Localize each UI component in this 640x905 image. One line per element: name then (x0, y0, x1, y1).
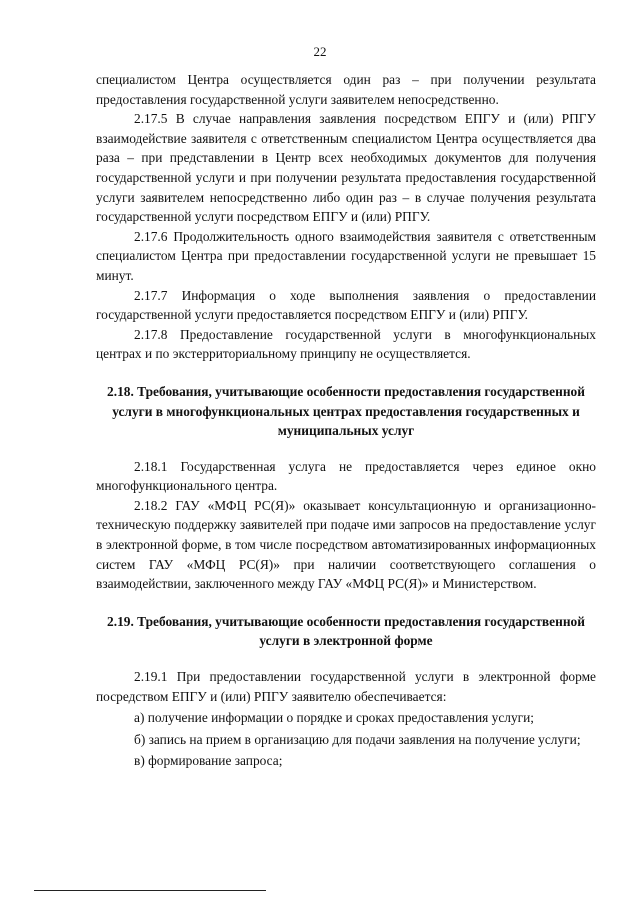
list-item-b: б) запись на прием в организацию для подачи заявления на получение услуги; (134, 731, 581, 747)
paragraph-continuation: специалистом Центра осуществляется один раз – при получении результата предоставления государственной услуги заявителем непосредственно. (96, 72, 596, 107)
document-body (96, 70, 596, 771)
paragraph-2-17-5: 2.17.5 В случае направления заявления посредством ЕПГУ и (или) РПГУ взаимодействие заявителя с ответственным специалистом Центра осуществляется два раза – при представлении в Центр всех необходимых документов для получения государственной услуги и при получении результата предоставления государственной услуги заявителем непосредственно либо один раз – в случае получения результата государственной услуги посредством ЕПГУ и (или) РПГУ. (96, 111, 596, 225)
list-item-c: в) формирование запроса; (134, 753, 283, 769)
list-item-a: а) получение информации о порядке и сроках предоставления услуги; (134, 710, 535, 726)
paragraph-2-18-1: 2.18.1 Государственная услуга не предоставляется через единое окно многофункционального центра. (96, 458, 596, 494)
paragraph-2-17-8: 2.17.8 Предоставление государственной услуги в многофункциональных центрах и по экстерриториальному принципу не осуществляется. (96, 326, 596, 362)
paragraph-2-17-6: 2.17.6 Продолжительность одного взаимодействия заявителя с ответственным специалистом Центра при предоставлении государственной услуги не превышает 15 минут. (96, 228, 596, 283)
page-number: 22 (313, 44, 327, 59)
footnote-separator (34, 890, 266, 891)
paragraph-2-19-1: 2.19.1 При предоставлении государственной услуги в электронной форме посредством ЕПГУ и (или) РПГУ заявителю обеспечивается: (96, 669, 596, 704)
paragraph-2-18-2: 2.18.2 ГАУ «МФЦ РС(Я)» оказывает консультационную и организационно-техническую поддержку заявителей при подаче ими запросов на предоставление услуг в электронной форме, в том числе посредством автоматизированных информационных систем ГАУ «МФЦ РС(Я)» при наличии соответствующего соглашения о взаимодействии, заключенного между ГАУ «МФЦ РС(Я)» и Министерством. (96, 497, 596, 592)
section-heading-2-19: 2.19. Требования, учитывающие особенности предоставления государственной услуги в электронной форме (107, 613, 585, 649)
paragraph-2-17-7: 2.17.7 Информация о ходе выполнения заявления о предоставлении государственной услуги предоставляется посредством ЕПГУ и (или) РПГУ. (96, 287, 596, 323)
section-heading-2-18: 2.18. Требования, учитывающие особенности предоставления государственной услуги в многофункциональных центрах предоставления государственных и муниципальных услуг (107, 383, 585, 439)
